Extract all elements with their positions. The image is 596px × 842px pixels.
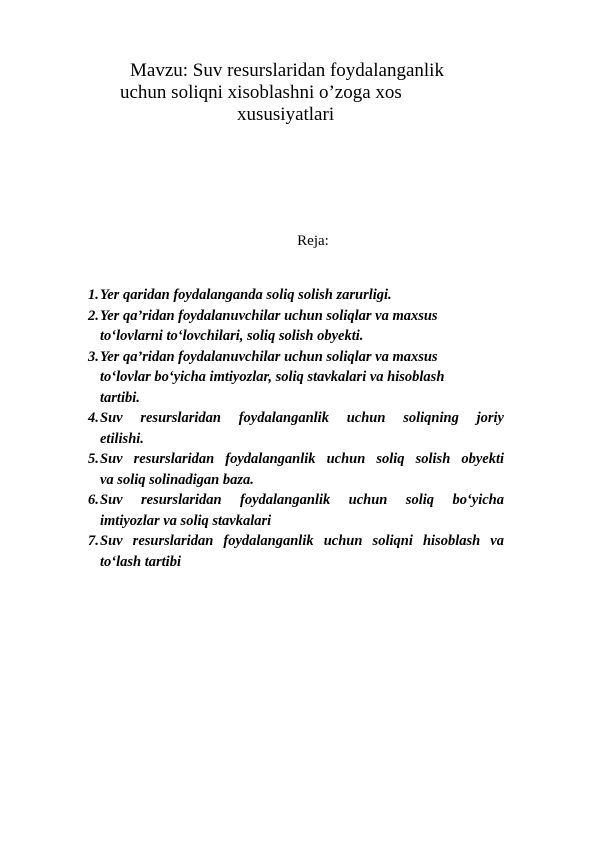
plan-item-3 [88, 347, 504, 409]
plan-item-7 [88, 531, 504, 572]
plan-item-line: tartibi. [100, 389, 140, 406]
plan-item-number: 3. [88, 348, 99, 365]
title-line-3: xususiyatlari [237, 104, 335, 125]
plan-item-1 [88, 285, 504, 306]
plan-heading: Reja: [297, 233, 329, 249]
plan-item-text [100, 347, 504, 409]
plan-item-number: 4. [88, 410, 99, 426]
plan-item-line: Suv resurslaridan foydalanganlik uchun soliq bo‘yicha [100, 492, 504, 508]
plan-item-line: to‘lovlarni to‘lovchilari, soliq solish obyekti. [100, 328, 364, 344]
plan-item-number: 7. [88, 533, 99, 549]
plan-item-line: Yer qa’ridan foydalanuvchilar uchun soliqlar va maxsus [100, 307, 438, 324]
plan-item-number: 2. [88, 307, 99, 324]
plan-item-4 [88, 408, 504, 449]
plan-item-line: to‘lovlar bo‘yicha imtiyozlar, soliq stavkalari va hisoblash [100, 369, 445, 385]
plan-list [88, 285, 504, 572]
plan-item-text [100, 490, 504, 531]
plan-item-line: Suv resurslaridan foydalanganlik uchun soliqning joriy [100, 410, 504, 426]
plan-item-6 [88, 490, 504, 531]
plan-item-number: 1. [88, 287, 99, 303]
plan-item-line: Suv resurslaridan foydalanganlik uchun soliqni hisoblash va [100, 533, 504, 549]
plan-item-text [100, 449, 504, 490]
plan-item-number: 5. [88, 451, 99, 467]
plan-item-line: Suv resurslaridan foydalanganlik uchun soliq solish obyekti [100, 451, 504, 467]
plan-item-2 [88, 306, 504, 347]
plan-item-text [100, 306, 504, 347]
plan-item-line: Yer qaridan foydalanganda soliq solish zarurligi. [100, 287, 392, 303]
title-line-1: Mavzu: Suv resurslaridan foydalanganlik [130, 60, 444, 81]
plan-item-text [100, 408, 504, 449]
plan-item-line: imtiyozlar va soliq stavkalari [100, 512, 272, 529]
title-line-2: uchun soliqni xisoblashni o’zoga xos [120, 82, 402, 103]
plan-item-line: va soliq solinadigan baza. [100, 471, 254, 488]
plan-item-text [100, 285, 504, 306]
plan-item-line: etilishi. [100, 430, 144, 447]
plan-item-text [100, 531, 504, 572]
plan-item-5 [88, 449, 504, 490]
plan-item-line: to‘lash tartibi [100, 553, 181, 570]
plan-item-line: Yer qa’ridan foydalanuvchilar uchun soliqlar va maxsus [100, 348, 438, 365]
plan-item-number: 6. [88, 492, 99, 508]
